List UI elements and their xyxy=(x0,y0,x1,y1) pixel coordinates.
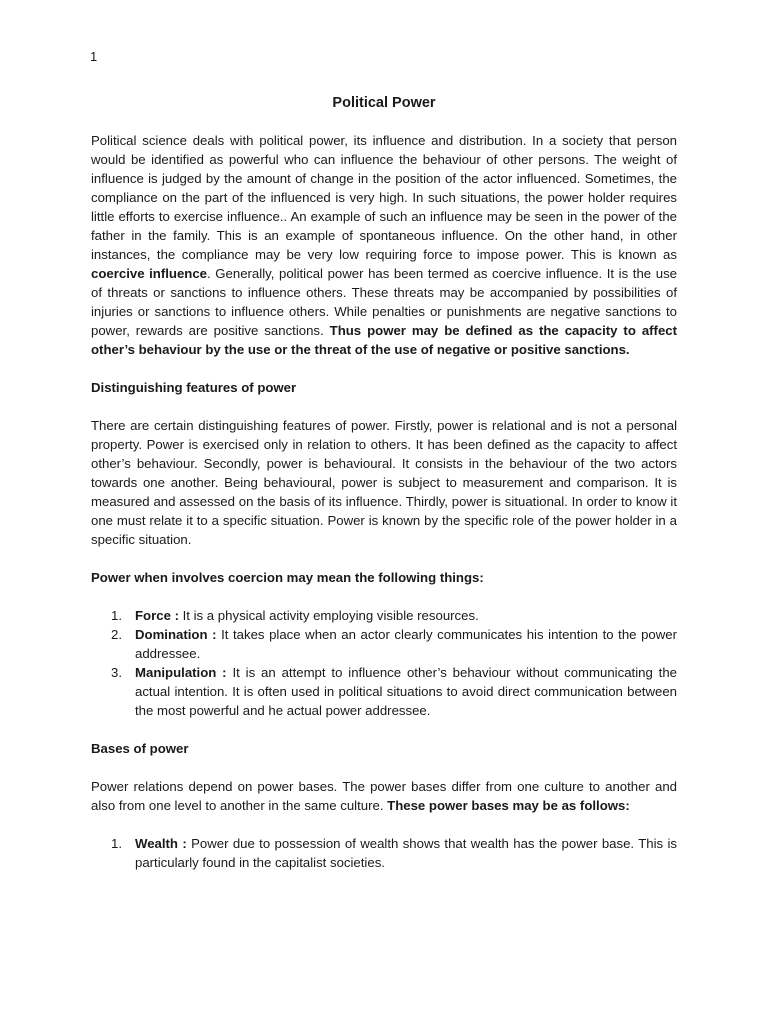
list-text: It is a physical activity employing visible resources. xyxy=(178,608,479,623)
section-heading-features: Distinguishing features of power xyxy=(91,380,297,395)
list-term: Manipulation : xyxy=(135,665,227,680)
list-term: Domination : xyxy=(135,627,217,642)
bases-text: Power relations depend on power bases. The power bases differ from one culture to another and also from one level to another in the same culture. xyxy=(91,779,677,813)
list-term: Wealth : xyxy=(135,836,187,851)
page-number: 1 xyxy=(90,49,98,64)
list-number: 3. xyxy=(111,665,122,680)
list-number: 1. xyxy=(111,836,122,851)
list-number: 2. xyxy=(111,627,122,642)
section-heading-coercion: Power when involves coercion may mean the following things: xyxy=(91,570,484,585)
intro-text-2: . Generally, political power has been termed as coercive influence. It is the use of threats or sanctions to influence others. These threats may be accompanied by possibilities of injuries or sanctions to influence others. While penalties or punishments are negative sanctions to power, rewards are positive sanctions. xyxy=(91,266,677,338)
list-item xyxy=(91,606,677,625)
bases-paragraph xyxy=(91,777,677,815)
list-term: Force : xyxy=(135,608,179,623)
list-text: It is an attempt to influence other’s behaviour without communicating the actual intention. It is often used in political situations to avoid direct communication between the most powerful and he actual power addressee. xyxy=(135,665,677,718)
list-number: 1. xyxy=(111,608,122,623)
bases-list xyxy=(91,834,677,872)
document-body xyxy=(91,94,677,872)
list-text: It takes place when an actor clearly communicates his intention to the power addressee. xyxy=(135,627,677,661)
section-heading-bases: Bases of power xyxy=(91,741,189,756)
intro-text-1: Political science deals with political power, its influence and distribution. In a society that person would be identified as powerful who can influence the behaviour of other persons. The weight of influence is judged by the amount of change in the position of the actor influenced. Sometimes, the compliance on the part of the influenced is very high. In such situations, the power holder requires little efforts to exercise influence.. An example of such an influence may be seen in the power of the father in the family. This is an example of spontaneous influence. On the other hand, in other instances, the compliance may be very low requiring force to impose power. This is known as xyxy=(91,133,677,262)
coercion-list xyxy=(91,606,677,720)
list-item xyxy=(91,663,677,720)
intro-bold-definition: Thus power may be defined as the capacity to affect other’s behaviour by the use or the threat of the use of negative or positive sanctions. xyxy=(91,323,678,357)
intro-bold-term: coercive influence xyxy=(91,266,208,281)
features-paragraph: There are certain distinguishing features of power. Firstly, power is relational and is not a personal property. Power is exercised only in relation to others. It has been defined as the capacity to affect other’s behaviour. Secondly, power is behavioural. It consists in the behaviour of the two actors towards one another. Being behavioural, power is subject to measurement and comparison. It is measured and assessed on the basis of its influence. Thirdly, power is situational. In order to know it one must relate it to a specific situation. Power is known by the specific role of the power holder in a specific situation. xyxy=(91,418,677,547)
list-item xyxy=(91,834,677,872)
list-item xyxy=(91,625,677,663)
intro-paragraph xyxy=(91,131,677,359)
list-text: Power due to possession of wealth shows that wealth has the power base. This is particularly found in the capitalist societies. xyxy=(135,836,677,870)
bases-bold-text: These power bases may be as follows: xyxy=(387,798,630,813)
document-title: Political Power xyxy=(332,95,436,111)
